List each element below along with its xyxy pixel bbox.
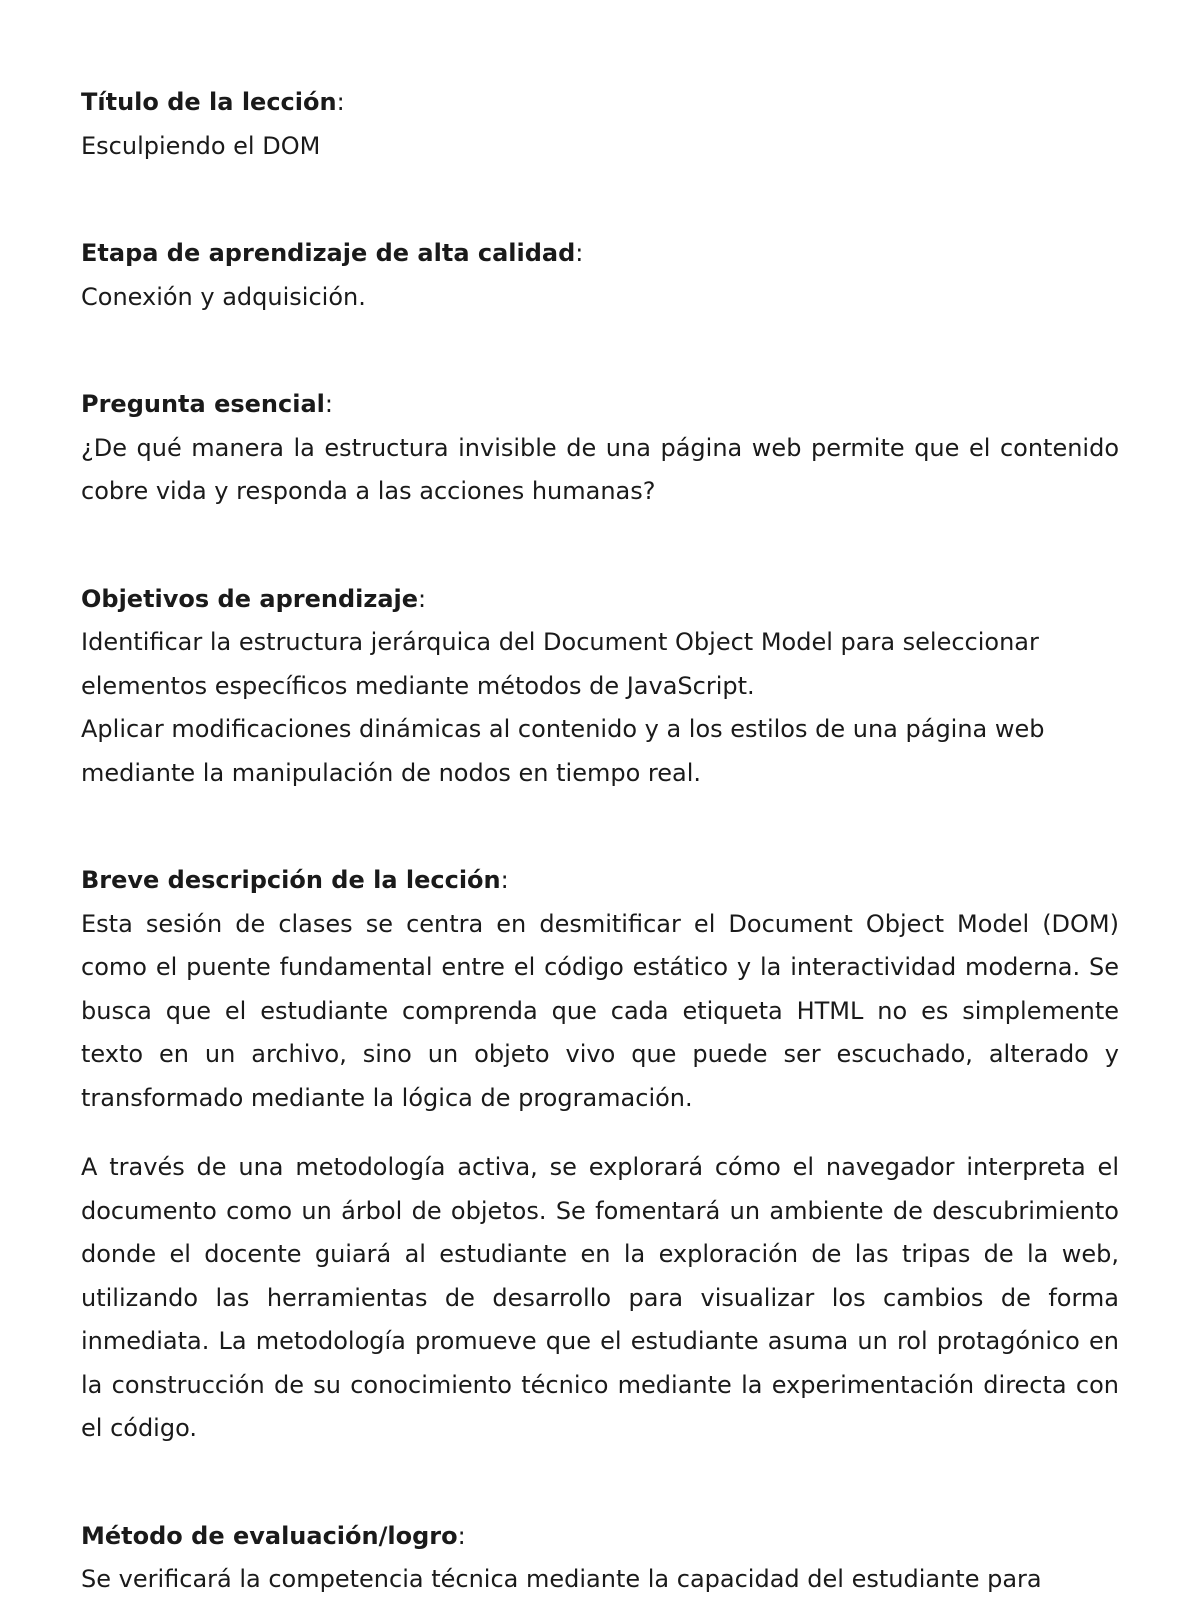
- lesson-title-value: Esculpiendo el DOM: [81, 131, 321, 160]
- lesson-description-label: Breve descripción de la lección:: [81, 866, 509, 894]
- essential-question-label: Pregunta esencial:: [81, 390, 333, 418]
- objective-item: Identificar la estructura jerárquica del Document Object Model para seleccionar elementos específicos mediante métodos de JavaScript.: [81, 628, 1039, 700]
- learning-stage-label: Etapa de aprendizaje de alta calidad:: [81, 239, 584, 267]
- evaluation-method-label: Método de evaluación/logro:: [81, 1521, 466, 1550]
- learning-stage-value: Conexión y adquisición.: [81, 282, 366, 311]
- section-learning-objectives: [81, 578, 1119, 796]
- objective-item: Aplicar modificaciones dinámicas al contenido y a los estilos de una página web mediante la manipulación de nodos en tiempo real.: [81, 715, 1045, 787]
- lesson-plan-document: [81, 81, 1119, 1602]
- description-paragraph: Esta sesión de clases se centra en desmitificar el Document Object Model (DOM) como el puente fundamental entre el código estático y la interactividad moderna. Se busca que el estudiante comprenda que cada etiqueta HTML no es simplemente texto en un archivo, sino un objeto vivo que puede ser escuchado, alterado y transformado mediante la lógica de programación.: [81, 909, 1119, 1112]
- section-learning-stage: [81, 232, 1119, 319]
- learning-objectives-label: Objetivos de aprendizaje:: [81, 584, 427, 613]
- section-lesson-title: [81, 81, 1119, 168]
- section-evaluation-method: [81, 1515, 1119, 1602]
- lesson-title-label: Título de la lección:: [81, 88, 345, 116]
- evaluation-method-value: Se verificará la competencia técnica mediante la capacidad del estudiante para: [81, 1565, 1042, 1593]
- essential-question-value: ¿De qué manera la estructura invisible de una página web permite que el contenido cobre vida y responda a las acciones humanas?: [81, 433, 1119, 505]
- description-paragraph: A través de una metodología activa, se explorará cómo el navegador interpreta el documento como un árbol de objetos. Se fomentará un ambiente de descubrimiento donde el docente guiará al estudiante en la exploración de las tripas de la web, utilizando las herramientas de desarrollo para visualizar los cambios de forma inmediata. La metodología promueve que el estudiante asuma un rol protagónico en la construcción de su conocimiento técnico mediante la experimentación directa con el código.: [81, 1153, 1119, 1442]
- section-lesson-description: [81, 859, 1119, 1451]
- section-essential-question: [81, 383, 1119, 514]
